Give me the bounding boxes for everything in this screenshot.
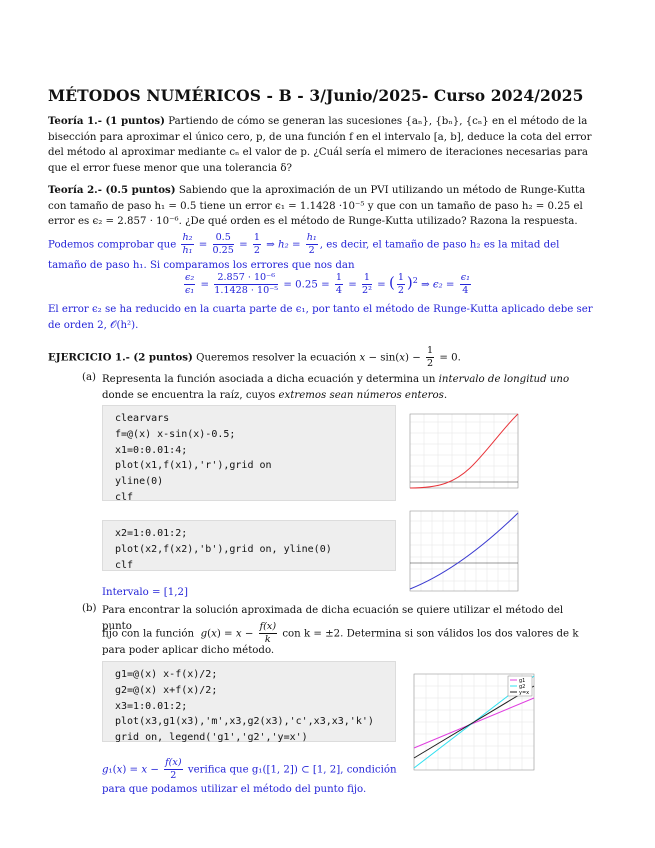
code-block-2: x2=1:0.01:2; plot(x2,f(x2),'b'),grid on, yline(0) clf [102, 520, 396, 571]
item-b-text-2a: fijo con la función [102, 628, 195, 640]
code-block-3: g1=@(x) x-f(x)/2; g2=@(x) x+f(x)/2; x3=1:0.01:2; plot(x3,g1(x3),'m',x3,g2(x3),'c',x3,x3,'k') grid on, legend('g1','g2','y=x') [102, 661, 396, 742]
answer-text: Podemos comprobar que [48, 239, 177, 251]
page-title: MÉTODOS NUMÉRICOS - B - 3/Junio/2025- Curso 2024/2025 [48, 86, 584, 105]
teoria-2-text: Sabiendo que la aproximación de un PVI utilizando un método de Runge-Kutta con tamaño de paso h₁ = 0.5 tiene un error ϵ₁ = 1.1428 ·10⁻⁵ y que con un tamaño de paso h₂ = 0.25 el error es ϵ₂ = 2.857 · 10⁻⁶. ¿De qué orden es el método de Runge-Kutta utilizado? Razona la respuesta. [48, 185, 586, 228]
item-b-label: (b) [82, 603, 97, 614]
item-b-answer-2: para que podamos utilizar el método del punto fijo. [102, 784, 367, 795]
item-b-answer-1: verifica que g₁([1, 2]) ⊂ [1, 2], condición [187, 764, 397, 776]
error-ratio-equation: $\frac{\text{ϵ₂}}{\text{ϵ₁}}$ = $\frac{\text{2.857 · 10⁻⁶}}{\text{1.1428 · 10⁻⁵}}$ = 0.25 = $\frac{1}{4}$ = $\frac{1}{\text{2²}}$ = ( $\frac{1}{2}$ )$^2$ ⇒ ϵ₂ = $\frac{\text{ϵ₁}}{4}$ [185, 272, 470, 296]
ejercicio-1: EJERCICIO 1.- (2 puntos) Queremos resolver la ecuación x − sin(x) − $\frac{1}{2}$ = 0. [48, 345, 461, 369]
item-b-answer: g₁(x) = x − $\frac{f(x)}{2}$ verifica que g₁([1, 2]) ⊂ [1, 2], condición para que podamos utilizar el método del punto fijo. [102, 757, 397, 795]
item-b-text-2b: con k = ±2. Determina si son válidos los dos valores de k [282, 628, 579, 640]
item-b-line1: Para encontrar la solución aproximada de dicha ecuación se quiere utilizar el método del punto [102, 605, 564, 632]
plot-fixed-point [400, 668, 544, 780]
teoria-2-answer-1: Podemos comprobar que $\frac{\text{h₂}}{\text{h₁}}$ = $\frac{0.5}{0.25}$ = $\frac{1}{2}$ ⇒ h₂ = $\frac{\text{h₁}}{2}$ , es decir, el tamaño de paso h₂ es la mitad del tamaño de paso h₁. Si comparamos los errores que nos dan [48, 232, 560, 271]
item-a-text-1: Representa la función asociada a dicha ecuación y determina un [102, 374, 436, 385]
plot-blue-curve [400, 505, 524, 599]
teoria-2-label: Teoría 2.- (0.5 puntos) [48, 184, 176, 196]
answer-text-cont: , es decir, el tamaño de paso h₂ es la mitad del [319, 239, 560, 251]
interval-answer: Intervalo = [1,2] [102, 587, 188, 598]
ejercicio-1-label: EJERCICIO 1.- (2 puntos) [48, 351, 193, 364]
answer-text-line2: tamaño de paso h₁. Si comparamos los errores que nos dan [48, 260, 355, 271]
legend-g1: g1 [519, 678, 526, 684]
item-a-label: (a) [82, 372, 97, 383]
item-a-em-1: intervalo de longitud uno [438, 374, 570, 385]
teoria-2-answer-2: El error ϵ₂ se ha reducido en la cuarta parte de ϵ₁, por tanto el método de Runge-Kutta aplicado debe ser de orden 2, 𝒪(h²). [48, 304, 593, 331]
teoria-1-text: Partiendo de cómo se generan las sucesiones {aₙ}, {bₙ}, {cₙ} en el método de la bisección para aproximar el único cero, p, de una función f en el intervalo [a, b], deduce la cota del error del método al aproximar mediante cₙ el valor de p. ¿Cuál sería el mimero de iteraciones necesarias para que el error fuese menor que una tolerancia δ? [48, 116, 592, 174]
item-a-em-2: extremos sean números enteros. [278, 389, 448, 401]
item-a-text [102, 372, 596, 403]
code-block-1: clearvars f=@(x) x-sin(x)-0.5; x1=0:0.01:4; plot(x1,f(x1),'r'),grid on yline(0) clf [102, 405, 396, 501]
ejercicio-1-text: Queremos resolver la ecuación [196, 352, 357, 364]
item-b-line2: fijo con la función g(x) = x − $\frac{f(x)}{k}$ con k = ±2. Determina si son válidos los dos valores de k [102, 621, 579, 645]
item-a-text-2: donde se encuentra la raíz, cuyos [102, 389, 276, 401]
item-b-line3: para poder aplicar dicho método. [102, 645, 275, 656]
teoria-2 [48, 183, 596, 230]
legend-g2: g2 [519, 684, 526, 690]
plot-red-curve [400, 402, 524, 496]
legend-yx: y=x [519, 690, 530, 696]
teoria-1 [48, 114, 596, 176]
teoria-1-label: Teoría 1.- (1 puntos) [48, 115, 165, 127]
